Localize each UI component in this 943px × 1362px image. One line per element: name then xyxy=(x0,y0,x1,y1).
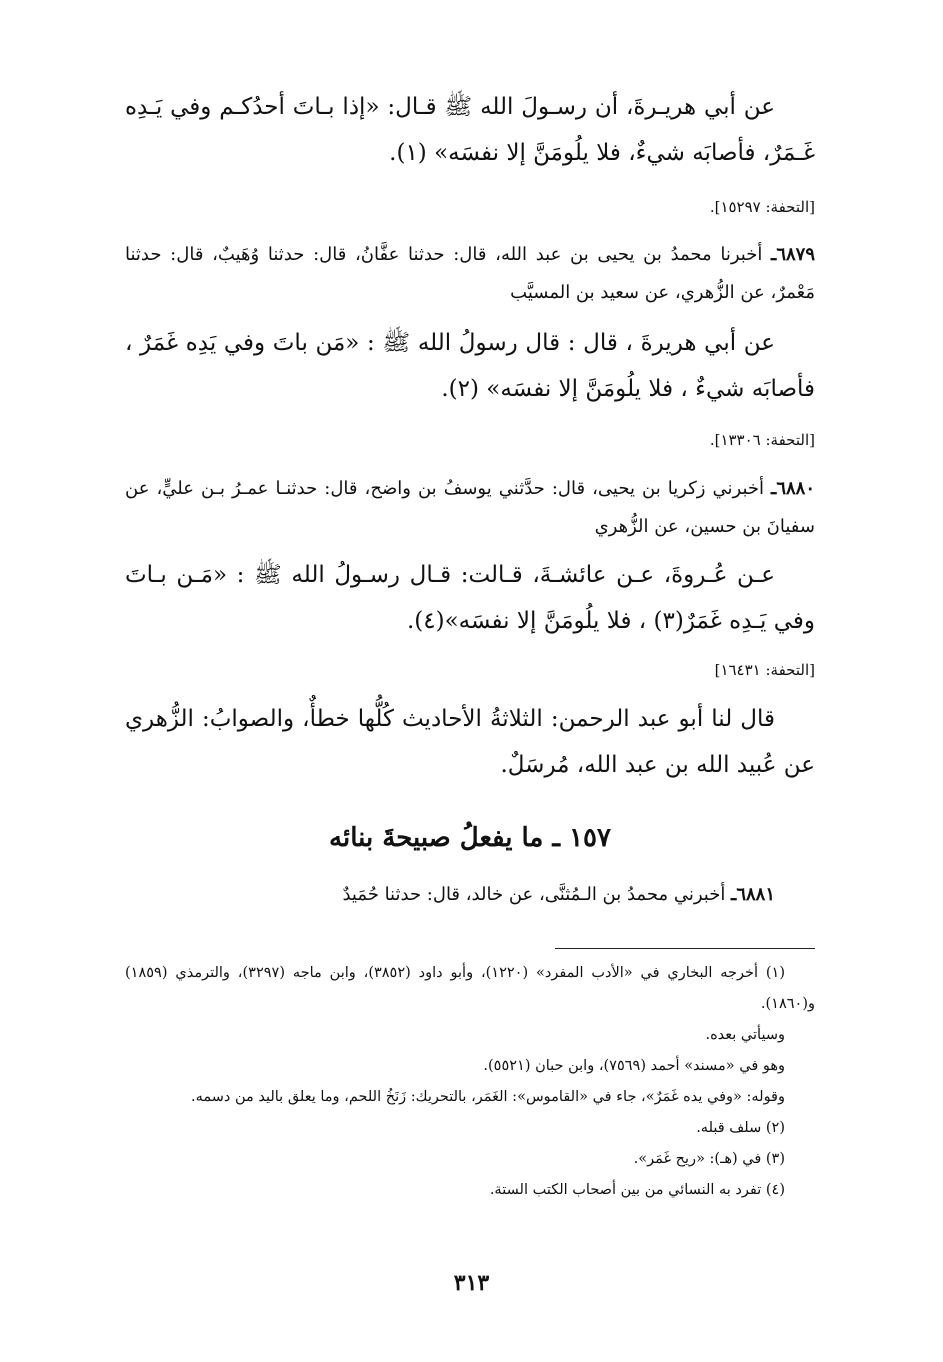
hadith-chain-text-6879: أخبرنا محمدُ بن يحيى بن عبد الله، قال: حدثنا عفَّانُ، قال: حدثنا وُهَيبٌ، قال: حدثنا مَعْمرٌ، عن الزُّهري، عن سعيد بن المسيَّب xyxy=(125,244,815,303)
tuhfa-reference-1: [التحفة: ١٥٢٩٧]. xyxy=(709,198,815,216)
chapter-heading: ١٥٧ ـ ما يفعلُ صبيحةَ بنائه xyxy=(329,823,611,853)
author-comment: قال لنا أبو عبد الرحمن: الثلاثةُ الأحاديث كُلُّها خطأٌ، والصوابُ: الزُّهري عن عُبيد الله بن عبد الله، مُرسَلٌ. xyxy=(125,706,815,778)
hadith-chain-text-6880: أخبرني زكريا بن يحيى، قال: حدَّثني يوسفُ بن واضح، قال: حدثنـا عمـرُ بـن عليٍّ، عن سفيانَ بن حسين، عن الزُّهري xyxy=(125,478,815,537)
footnote-1-continuation: وسيأتي بعده. xyxy=(705,1027,785,1043)
hadith-paragraph-1: عن أبي هريـرةَ، أن رسـولَ الله ﷺ قـال: «إذا بـاتَ أحدُكـم وفي يَـدِه غَـمَرٌ، فأصابَه شيءٌ، فلا يلُومَنَّ إلا نفسَه» (١). xyxy=(125,94,815,166)
hadith-number-6880: ٦٨٨٠ـ xyxy=(771,478,815,499)
tuhfa-reference-2: [التحفة: ١٣٣٠٦]. xyxy=(709,431,815,449)
hadith-chain-6880 xyxy=(125,470,815,546)
hadith-number-6881: ٦٨٨١ـ xyxy=(731,884,775,905)
tuhfa-reference-3: [التحفة: ١٦٤٣١] xyxy=(714,661,815,679)
hadith-paragraph-3: عـن عُـروةَ، عـن عائشـةَ، قـالت: قـال رسـولُ الله ﷺ : «مَـن بـاتَ وفي يَـدِه غَمَرٌ(٣) ، فلا يلُومَنَّ إلا نفسَه»(٤). xyxy=(125,562,815,634)
footnote-1: (١) أخرجه البخاري في «الأدب المفرد» (١٢٢٠)، وأبو داود (٣٨٥٢)، وابن ماجه (٣٢٩٧)، والترمذي (١٨٥٩) و(١٨٦٠). xyxy=(125,965,815,1012)
hadith-chain-text-6881: أخبرني محمدُ بن الـمُثنَّى، عن خالد، قال: حدثنا حُمَيدٌ xyxy=(342,884,732,905)
page-number: ٣١٣ xyxy=(453,1270,490,1296)
footnote-4: (٤) تفرد به النسائي من بين أصحاب الكتب الستة. xyxy=(489,1182,785,1198)
hadith-chain-6879 xyxy=(125,236,815,312)
footnote-2: (٢) سلف قبله. xyxy=(696,1120,785,1136)
footnote-3: (٣) في (هـ): «ريح غَمَر». xyxy=(633,1151,785,1167)
footnotes xyxy=(125,958,815,1206)
footnote-separator xyxy=(555,948,815,949)
footnote-1-musnad: وهو في «مسند» أحمد (٧٥٦٩)، وابن حبان (٥٥٢١). xyxy=(483,1058,785,1074)
hadith-chain-6881 xyxy=(125,876,815,914)
hadith-paragraph-2: عن أبي هريرةَ ، قال : قال رسولُ الله ﷺ : «مَن باتَ وفي يَدِه غَمَرٌ ، فأصابَه شيءٌ ، فلا يلُومَنَّ إلا نفسَه» (٢). xyxy=(125,330,815,402)
hadith-number-6879: ٦٨٧٩ـ xyxy=(771,244,815,265)
footnote-1-definition: وقوله: «وفي يده غَمَرٌ»، جاء في «القاموس»: الغَمَر، بالتحريك: زَنَخُ اللحم، وما يعلق باليد من دسمه. xyxy=(190,1089,785,1105)
